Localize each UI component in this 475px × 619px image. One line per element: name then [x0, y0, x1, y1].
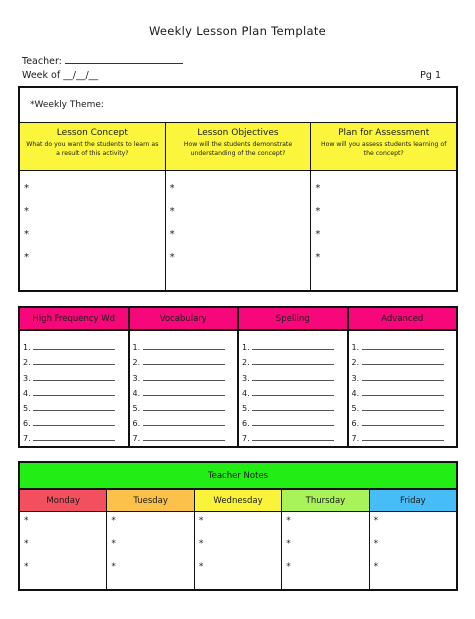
tuesday-notes-cell[interactable]	[107, 512, 194, 589]
monday-notes-cell[interactable]	[20, 512, 107, 589]
high-frequency-header: High Frequency Wd	[20, 308, 128, 331]
thursday-notes-cell[interactable]	[282, 512, 369, 589]
bullet: *	[315, 206, 321, 217]
word-line[interactable]	[242, 337, 347, 352]
line-number: 7.	[242, 434, 250, 444]
word-line[interactable]	[242, 352, 347, 367]
word-line[interactable]	[23, 398, 128, 413]
word-line[interactable]	[23, 428, 128, 443]
bullet: *	[198, 539, 204, 549]
thursday-header: Thursday	[282, 490, 369, 511]
line-number: 7.	[132, 434, 141, 444]
tuesday-header: Tuesday	[107, 490, 194, 511]
line-number: 3.	[242, 373, 250, 383]
bullet: *	[24, 229, 29, 240]
word-line[interactable]	[23, 383, 128, 398]
bullet: *	[286, 562, 291, 572]
word-line[interactable]	[352, 428, 457, 443]
bullet: *	[24, 206, 29, 217]
weekly-theme-label: *Weekly Theme:	[30, 100, 104, 110]
line-number: 2.	[242, 358, 250, 368]
teacher-line	[22, 55, 183, 67]
bullet: *	[373, 562, 379, 572]
line-number: 1.	[23, 343, 31, 353]
bullet: *	[315, 229, 321, 240]
line-number: 1.	[132, 343, 141, 353]
word-line[interactable]	[133, 398, 238, 413]
word-line[interactable]	[23, 337, 128, 352]
bullet: *	[286, 539, 291, 549]
line-number: 3.	[23, 373, 31, 383]
word-line[interactable]	[242, 413, 347, 428]
week-blank[interactable]: __/__/__	[63, 70, 99, 81]
bullet: *	[111, 516, 116, 526]
line-number: 4.	[132, 388, 141, 398]
bullet: *	[24, 562, 29, 572]
word-line[interactable]	[133, 413, 238, 428]
lesson-concept-cell[interactable]	[20, 171, 166, 290]
page-title: Weekly Lesson Plan Template	[148, 24, 327, 38]
monday-header: Monday	[20, 490, 107, 511]
bullet: *	[24, 252, 29, 263]
teacher-label: Teacher:	[22, 56, 62, 67]
word-line[interactable]	[242, 367, 347, 382]
word-line[interactable]	[352, 383, 457, 398]
advanced-column	[349, 308, 457, 446]
word-line[interactable]	[352, 337, 457, 352]
header-subtitle: What do you want the students to learn as a result of this activity?	[26, 141, 159, 157]
bullet: *	[169, 206, 175, 217]
teacher-notes-section	[18, 461, 458, 591]
line-number: 5.	[242, 403, 250, 413]
bullet: *	[111, 539, 116, 549]
high-frequency-column	[20, 308, 130, 446]
spelling-column	[239, 308, 349, 446]
line-number: 1.	[242, 343, 250, 353]
week-label: Week of	[22, 70, 61, 81]
word-line[interactable]	[23, 413, 128, 428]
plan-for-assessment-header	[311, 123, 456, 170]
line-number: 5.	[23, 403, 31, 413]
lesson-objectives-header	[166, 123, 312, 170]
plan-for-assessment-cell[interactable]	[311, 171, 456, 290]
days-header-row	[20, 490, 456, 512]
planning-body-row	[20, 171, 456, 290]
line-number: 2.	[351, 358, 360, 368]
word-line[interactable]	[133, 383, 238, 398]
line-number: 3.	[132, 373, 141, 383]
line-number: 6.	[23, 419, 31, 429]
line-number: 6.	[132, 419, 141, 429]
bullet: *	[169, 252, 175, 263]
week-line	[22, 70, 98, 81]
bullet: *	[24, 539, 29, 549]
bullet: *	[286, 516, 291, 526]
spelling-header: Spelling	[239, 308, 347, 331]
line-number: 4.	[242, 388, 250, 398]
bullet: *	[315, 183, 321, 194]
line-number: 6.	[351, 419, 360, 429]
word-line[interactable]	[352, 367, 457, 382]
teacher-blank[interactable]	[65, 55, 183, 64]
header-subtitle: How will the students demonstrate understanding of the concept?	[183, 141, 293, 157]
bullet: *	[111, 562, 116, 572]
word-line[interactable]	[242, 383, 347, 398]
bullet: *	[198, 562, 204, 572]
wednesday-header: Wednesday	[195, 490, 282, 511]
friday-notes-cell[interactable]	[370, 512, 456, 589]
line-number: 7.	[23, 434, 31, 444]
line-number: 3.	[351, 373, 360, 383]
word-line[interactable]	[352, 413, 457, 428]
bullet: *	[198, 516, 204, 526]
lesson-concept-header	[20, 123, 166, 170]
line-number: 4.	[351, 388, 360, 398]
header-title: Lesson Objectives	[197, 128, 279, 138]
vocabulary-header: Vocabulary	[130, 308, 238, 331]
bullet: *	[169, 229, 175, 240]
planning-section	[18, 86, 458, 292]
vocabulary-column	[130, 308, 240, 446]
advanced-header: Advanced	[349, 308, 457, 331]
teacher-notes-header: Teacher Notes	[20, 463, 456, 490]
days-body-row	[20, 512, 456, 589]
word-line[interactable]	[242, 428, 347, 443]
header-title: Plan for Assessment	[338, 128, 430, 138]
word-line[interactable]	[133, 352, 238, 367]
word-line[interactable]	[133, 337, 238, 352]
line-number: 2.	[132, 358, 141, 368]
weekly-theme-row[interactable]	[20, 88, 456, 123]
bullet: *	[24, 183, 29, 194]
line-number: 1.	[351, 343, 360, 353]
line-number: 7.	[351, 434, 360, 444]
word-line[interactable]	[133, 428, 238, 443]
line-number: 6.	[242, 419, 250, 429]
page-number: Pg 1	[420, 70, 441, 81]
word-line[interactable]	[23, 352, 128, 367]
word-line[interactable]	[352, 352, 457, 367]
wednesday-notes-cell[interactable]	[195, 512, 282, 589]
word-lists-section	[18, 306, 458, 448]
line-number: 5.	[351, 403, 360, 413]
word-line[interactable]	[23, 367, 128, 382]
bullet: *	[169, 183, 175, 194]
friday-header: Friday	[370, 490, 456, 511]
line-number: 2.	[23, 358, 31, 368]
bullet: *	[315, 252, 321, 263]
bullet: *	[373, 539, 379, 549]
word-line[interactable]	[133, 367, 238, 382]
header-subtitle: How will you assess students learning of the concept?	[320, 141, 447, 157]
bullet: *	[24, 516, 29, 526]
planning-header-row	[20, 123, 456, 171]
word-line[interactable]	[352, 398, 457, 413]
line-number: 5.	[132, 403, 141, 413]
header-title: Lesson Concept	[56, 128, 128, 138]
word-line[interactable]	[242, 398, 347, 413]
line-number: 4.	[23, 388, 31, 398]
lesson-objectives-cell[interactable]	[166, 171, 312, 290]
bullet: *	[373, 516, 379, 526]
